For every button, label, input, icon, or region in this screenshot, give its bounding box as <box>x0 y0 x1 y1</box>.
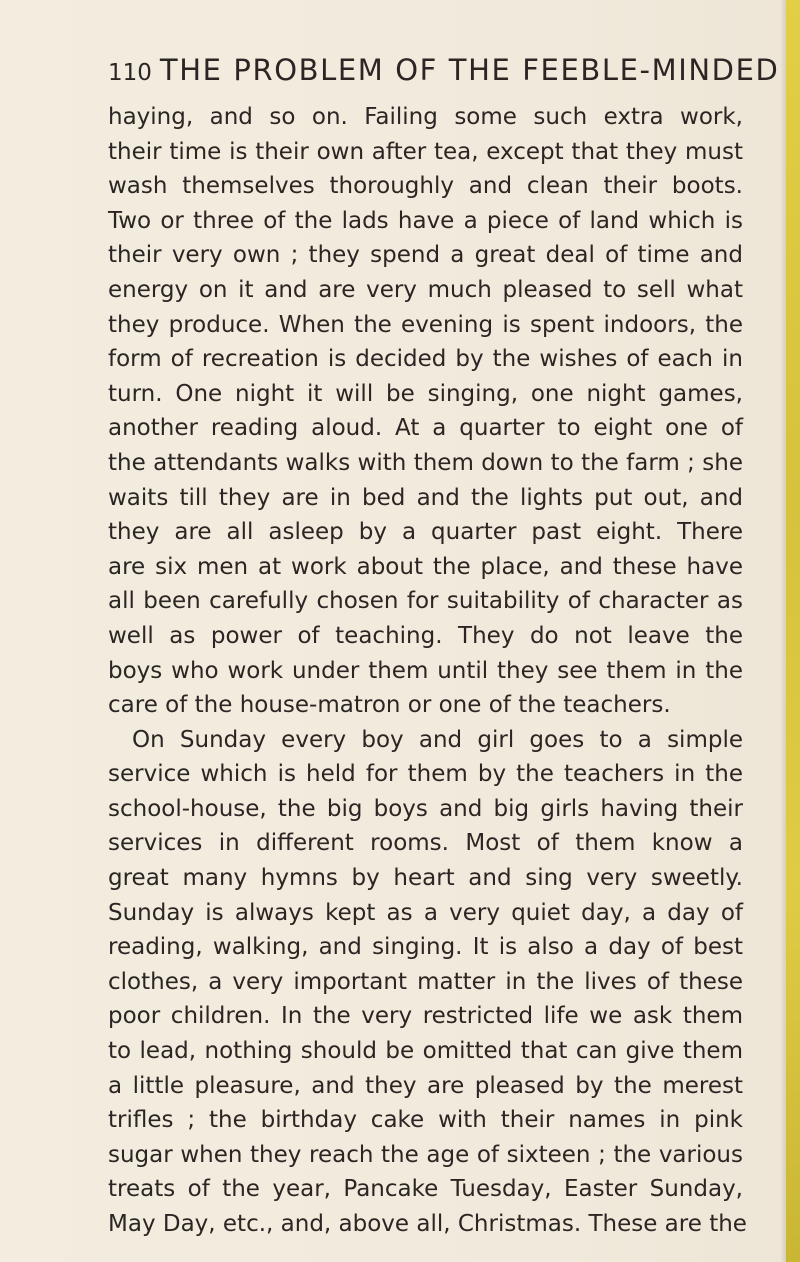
text-line: sugar when they reach the age of sixteen ; the various <box>108 1141 743 1168</box>
text-line: poor children. In the very restricted life we ask them <box>108 1003 743 1030</box>
paragraph-start-line: On Sunday every boy and girl goes to a simple <box>132 726 743 753</box>
text-line: clothes, a very important matter in the lives of these <box>108 968 743 995</box>
text-line: Sunday is always kept as a very quiet day, a day of <box>108 899 743 926</box>
text-line: Two or three of the lads have a piece of land which is <box>108 207 743 234</box>
text-line: well as power of teaching. They do not leave the <box>108 622 743 649</box>
running-head <box>108 53 780 87</box>
text-line: waits till they are in bed and the lights put out, and <box>108 484 743 511</box>
text-line: boys who work under them until they see them in the <box>108 657 743 684</box>
text-line: another reading aloud. At a quarter to eight one of <box>108 415 743 442</box>
text-line: are six men at work about the place, and these have <box>108 553 743 580</box>
text-line: treats of the year, Pancake Tuesday, Easter Sunday, <box>108 1176 743 1203</box>
text-line: service which is held for them by the teachers in the <box>108 761 743 788</box>
paragraph-end-line: care of the house-matron or one of the teachers. <box>108 692 671 719</box>
text-line: a little pleasure, and they are pleased by the merest <box>108 1072 743 1099</box>
text-line: energy on it and are very much pleased to sell what <box>108 276 743 303</box>
text-line: May Day, etc., and, above all, Christmas. These are the <box>108 1211 747 1237</box>
text-line: their very own ; they spend a great deal of time and <box>108 242 743 269</box>
text-line: trifles ; the birthday cake with their names in pink <box>108 1107 743 1134</box>
text-line: haying, and so on. Failing some such extra work, <box>108 104 743 130</box>
text-line: services in different rooms. Most of them know a <box>108 830 743 857</box>
running-title: THE PROBLEM OF THE FEEBLE-MINDED <box>159 53 780 87</box>
text-line: school-house, the big boys and big girls having their <box>108 795 743 822</box>
text-line: great many hymns by heart and sing very sweetly. <box>108 865 743 892</box>
text-line: to lead, nothing should be omitted that can give them <box>108 1038 743 1065</box>
text-line: turn. One night it will be singing, one night games, <box>108 380 743 407</box>
text-line: they are all asleep by a quarter past eight. There <box>108 519 743 546</box>
text-line: reading, walking, and singing. It is also a day of best <box>108 934 743 961</box>
page-edge <box>786 0 800 1262</box>
text-line: all been carefully chosen for suitability of character as <box>108 588 743 615</box>
text-line: the attendants walks with them down to the farm ; she <box>108 449 743 476</box>
text-line: their time is their own after tea, except that they must <box>108 138 743 165</box>
body-text <box>108 100 747 1242</box>
page-number: 110 <box>108 60 152 86</box>
text-line: form of recreation is decided by the wishes of each in <box>108 346 743 373</box>
text-line: wash themselves thoroughly and clean their boots. <box>108 173 743 200</box>
text-line: they produce. When the evening is spent indoors, the <box>108 311 743 338</box>
